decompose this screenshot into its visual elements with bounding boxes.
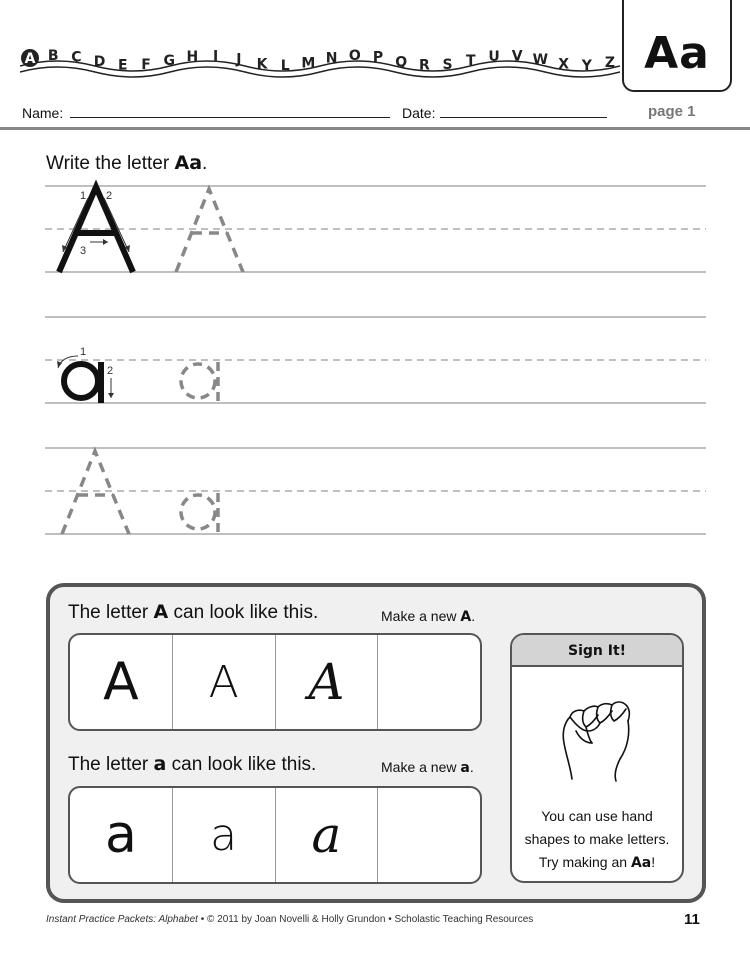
alphabet-letter-e: E xyxy=(118,57,128,74)
alphabet-letter-a: A xyxy=(24,50,36,67)
instruction-suffix: . xyxy=(202,153,208,174)
footer-book-title: Instant Practice Packets: Alphabet xyxy=(46,914,198,925)
alphabet-letter-b: B xyxy=(47,48,59,65)
alphabet-letter-y: Y xyxy=(581,57,592,74)
upper-make-pre: Make a new xyxy=(381,608,461,624)
lower-make-prompt xyxy=(381,759,474,776)
stroke-number-2: 2 xyxy=(106,190,113,202)
stroke-number-a2: 2 xyxy=(107,365,114,377)
date-label: Date: xyxy=(402,105,436,121)
upper-example-3: A xyxy=(276,635,379,729)
lower-make-cell[interactable] xyxy=(378,788,480,882)
upper-make-prompt xyxy=(381,608,475,625)
upper-intro-pre: The letter xyxy=(68,602,154,623)
alphabet-letter-x: X xyxy=(558,56,569,73)
asl-hand-a-icon xyxy=(558,685,638,785)
upper-intro-letter: A xyxy=(153,601,169,623)
upper-intro xyxy=(68,601,318,624)
footer-page-number: 11 xyxy=(684,911,700,928)
alphabet-letter-f: F xyxy=(141,57,151,74)
alphabet-letter-m: M xyxy=(301,55,316,72)
alphabet-letter-s: S xyxy=(442,57,453,74)
lower-make-letter: a xyxy=(460,760,470,776)
upper-make-post: . xyxy=(471,608,476,624)
instruction-letter: Aa xyxy=(174,152,203,174)
alphabet-letter-r: R xyxy=(419,57,430,74)
alphabet-letter-o: O xyxy=(348,48,361,65)
letter-forms-panel xyxy=(46,583,706,903)
alphabet-letter-u: U xyxy=(488,48,500,65)
sign-line-3-pre: Try making an xyxy=(538,854,631,870)
letter-title: Aa xyxy=(644,28,710,79)
lower-example-3: a xyxy=(276,788,379,882)
footer-copyright: © 2011 by Joan Novelli & Holly Grundon xyxy=(207,914,386,925)
lower-intro-letter: a xyxy=(153,753,167,775)
alphabet-letter-h: H xyxy=(186,48,199,65)
upper-examples-grid xyxy=(68,633,482,731)
page-label: page 1 xyxy=(648,103,696,120)
sign-line-3 xyxy=(512,851,682,875)
upper-example-2: A xyxy=(173,635,276,729)
sign-line-1: You can use hand xyxy=(541,808,653,824)
sign-line-3-letter: Aa xyxy=(630,855,652,871)
alphabet-letter-c: C xyxy=(71,49,82,66)
trace-lowercase-a xyxy=(181,362,218,403)
lower-example-1: a xyxy=(70,788,173,882)
alphabet-letter-k: K xyxy=(256,56,268,73)
name-label: Name: xyxy=(22,105,64,121)
sign-line-3-post: ! xyxy=(651,854,656,870)
lower-intro-pre: The letter xyxy=(68,754,154,775)
lower-intro-post: can look like this. xyxy=(166,754,317,775)
instruction-prefix: Write the letter xyxy=(46,153,175,174)
lower-examples-grid xyxy=(68,786,482,884)
alphabet-letter-q: Q xyxy=(395,54,408,71)
upper-make-letter: A xyxy=(460,609,472,625)
trace-uppercase-a xyxy=(176,189,243,272)
lower-make-pre: Make a new xyxy=(381,759,461,775)
footer-credit: Instant Practice Packets: Alphabet • © 2011 by Joan Novelli & Holly Grundon • Scholastic Teaching Resources xyxy=(46,914,534,925)
stroke-number-1: 1 xyxy=(80,190,87,202)
lower-example-2: a xyxy=(173,788,276,882)
sign-it-title: Sign It! xyxy=(512,635,682,667)
sign-it-text xyxy=(512,805,682,875)
upper-example-1: A xyxy=(70,635,173,729)
upper-intro-post: can look like this. xyxy=(168,602,319,623)
alphabet-letter-g: G xyxy=(163,53,175,70)
trace-lowercase-a-row3 xyxy=(181,493,218,534)
sign-it-box xyxy=(510,633,684,883)
upper-make-cell[interactable] xyxy=(378,635,480,729)
alphabet-letter-j: J xyxy=(236,51,242,68)
alphabet-letter-i: I xyxy=(212,48,219,65)
sign-line-2: shapes to make letters. xyxy=(524,831,670,847)
alphabet-letter-z: Z xyxy=(604,55,616,72)
model-lowercase-a xyxy=(64,362,101,403)
lower-intro xyxy=(68,753,316,776)
trace-uppercase-a-row3 xyxy=(62,451,129,534)
alphabet-letter-w: W xyxy=(532,52,549,69)
alphabet-letter-t: T xyxy=(466,52,476,69)
lower-make-post: . xyxy=(469,759,474,775)
alphabet-letter-l: L xyxy=(280,57,290,74)
stroke-number-3: 3 xyxy=(80,245,87,257)
alphabet-letter-d: D xyxy=(93,53,106,70)
alphabet-letter-n: N xyxy=(325,50,338,67)
alphabet-letter-v: V xyxy=(511,48,523,65)
footer-publisher: Scholastic Teaching Resources xyxy=(394,914,534,925)
alphabet-letter-p: P xyxy=(372,49,384,66)
stroke-number-a1: 1 xyxy=(80,346,87,358)
